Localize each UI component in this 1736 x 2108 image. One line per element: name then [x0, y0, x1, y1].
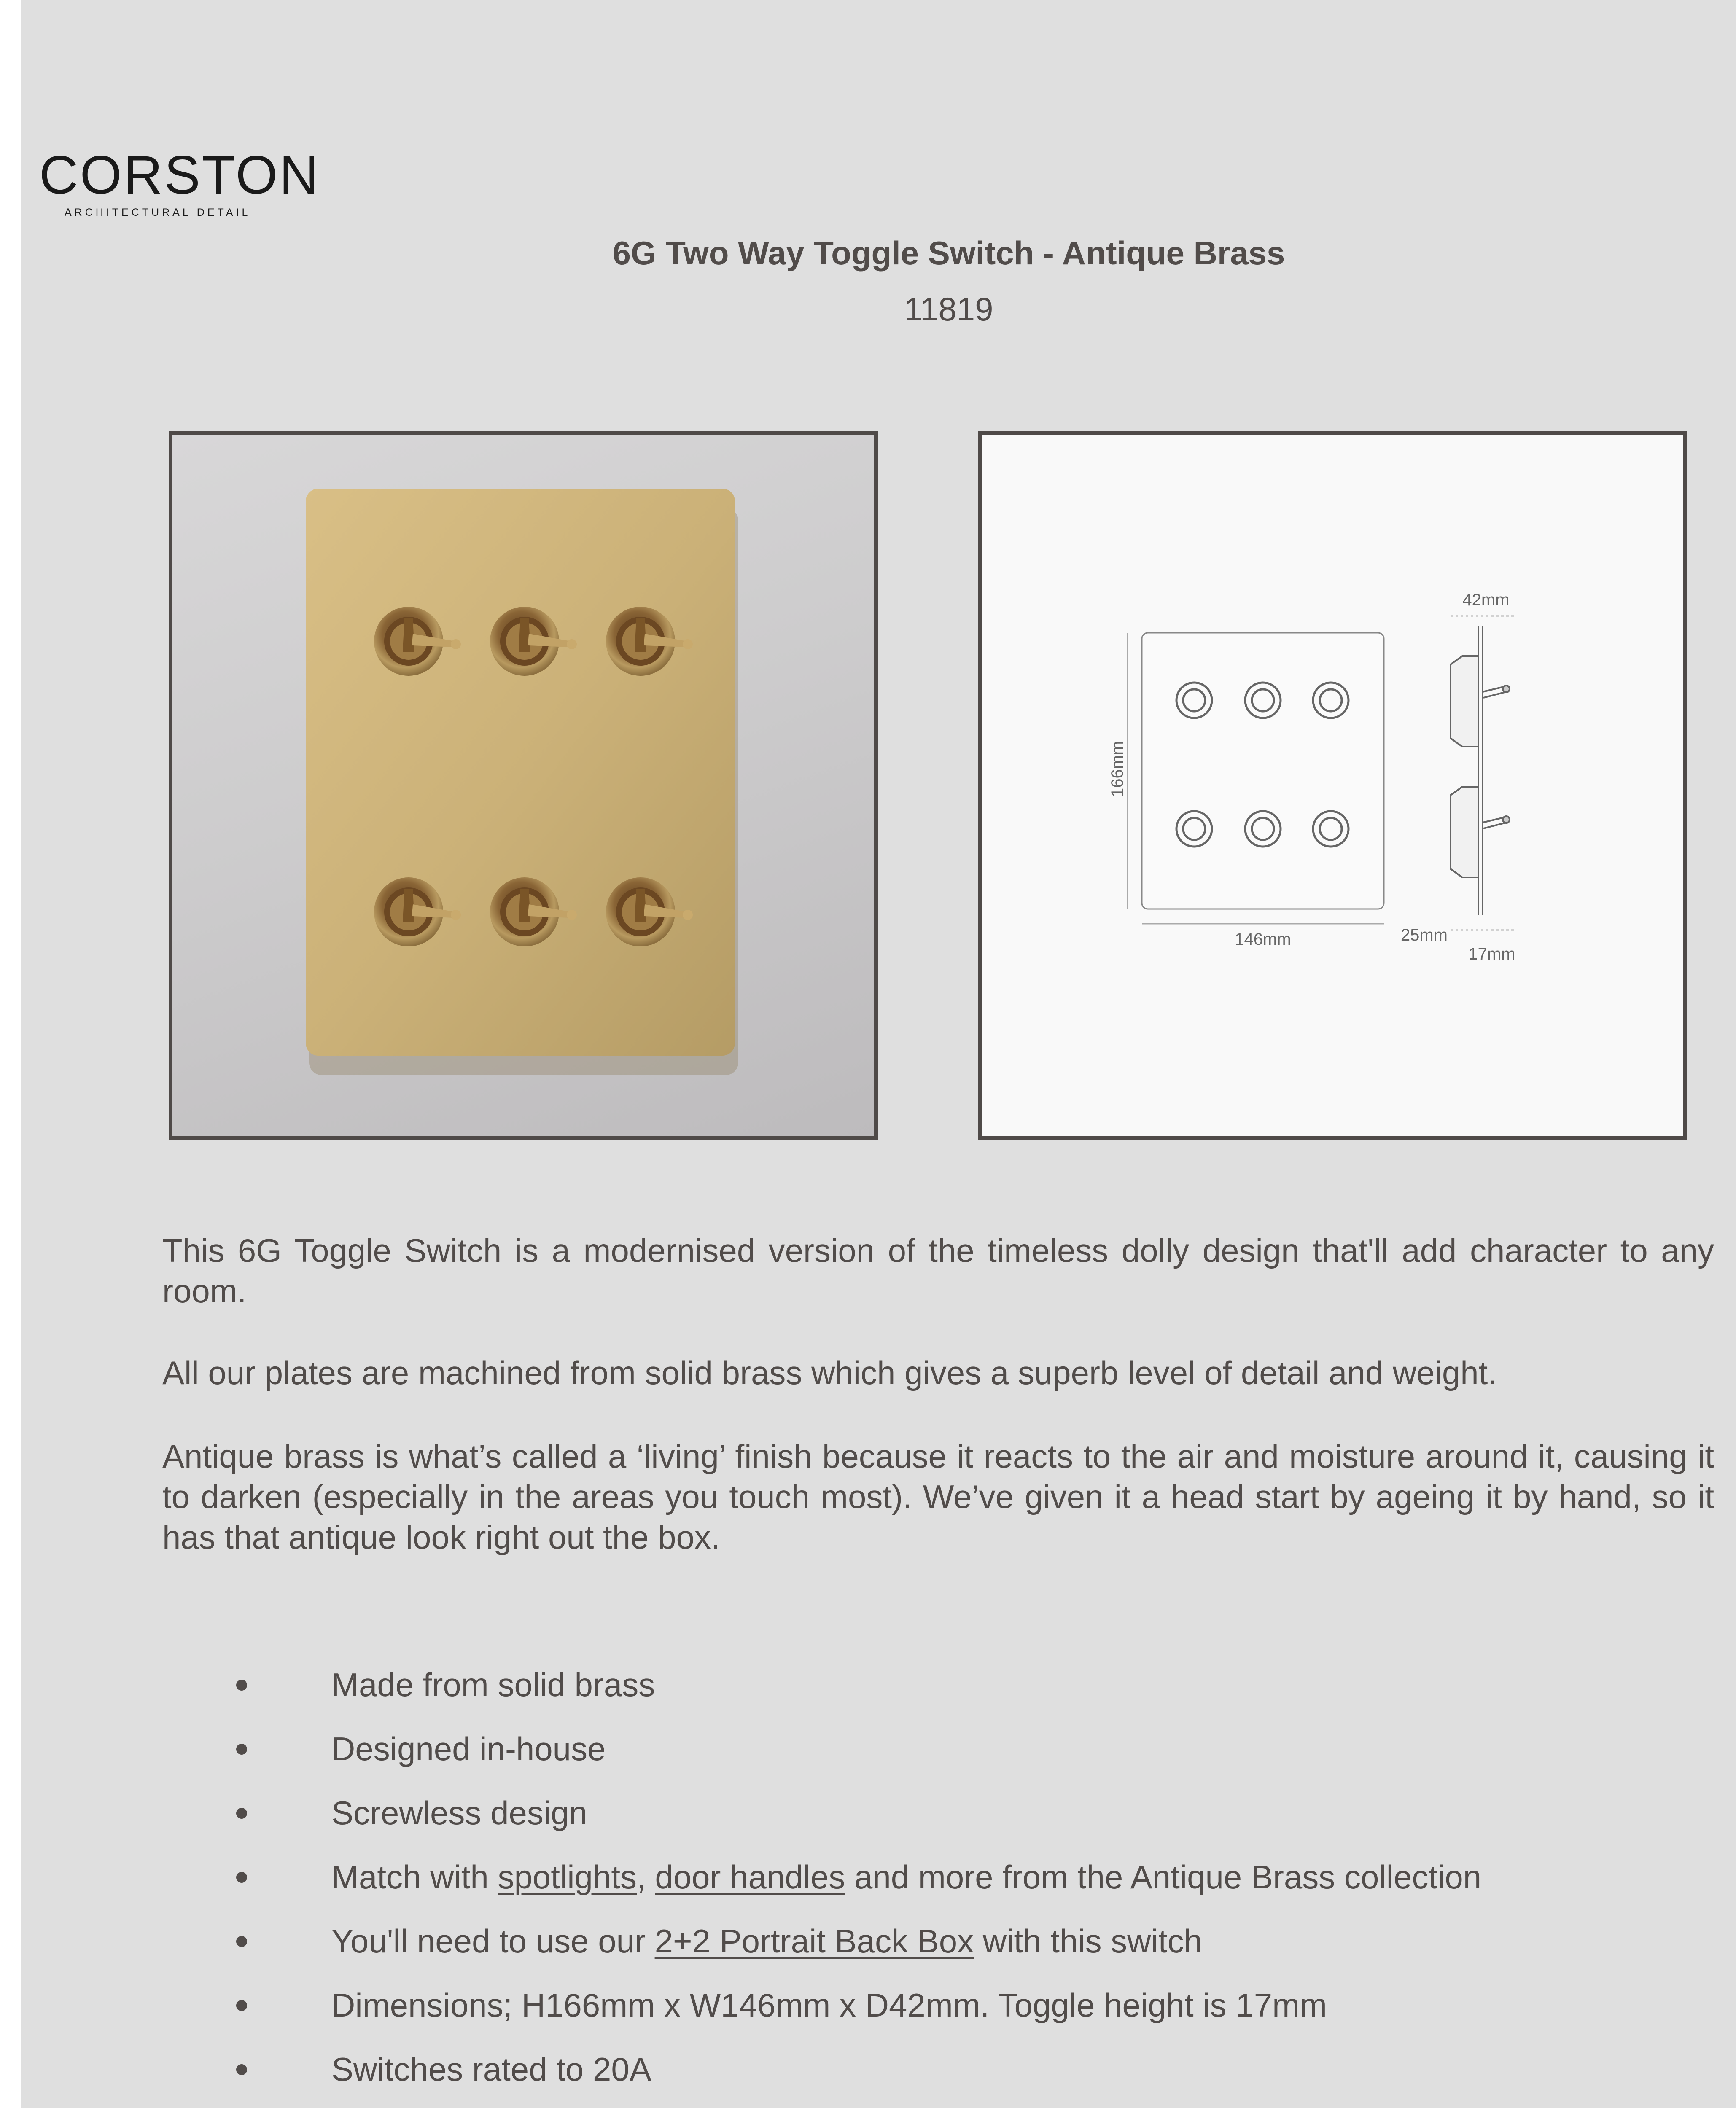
- feature-item: Made from solid brass: [236, 1664, 1712, 1729]
- feature-text: with this switch: [974, 1922, 1202, 1960]
- feature-item: Designed in-house: [236, 1729, 1712, 1793]
- feature-text: Match with: [331, 1858, 498, 1896]
- feature-list: [236, 1664, 1712, 2108]
- feature-item: Switches rated to 20A: [236, 2049, 1712, 2108]
- height-dimension: 166mm: [1108, 741, 1127, 797]
- brand-wordmark: CORSTON: [39, 145, 320, 205]
- spotlights-link[interactable]: spotlights: [498, 1858, 637, 1896]
- brand-logo: [39, 145, 320, 219]
- dimension-drawing: [982, 435, 1683, 1136]
- product-title: 6G Two Way Toggle Switch - Antique Brass: [612, 234, 1285, 272]
- product-photo: [169, 431, 878, 1140]
- width-dimension: 146mm: [1235, 930, 1291, 949]
- feature-item: Dimensions; H166mm x W146mm x D42mm. Toggle height is 17mm: [236, 1985, 1712, 2049]
- feature-text: You'll need to use our: [331, 1922, 655, 1960]
- brand-tagline: ARCHITECTURAL DETAIL: [65, 207, 251, 218]
- feature-item-backbox: [236, 1921, 1712, 1985]
- toggle-height-dimension: 17mm: [1468, 945, 1515, 963]
- feature-item: Screwless design: [236, 1793, 1712, 1857]
- feature-text: and more from the Antique Brass collection: [845, 1858, 1482, 1896]
- toggle-switch-photo: [172, 435, 874, 1136]
- technical-drawing: [978, 431, 1687, 1140]
- product-sku: 11819: [904, 290, 993, 328]
- description-material: All our plates are machined from solid brass which gives a superb level of detail and weight.: [162, 1354, 1497, 1391]
- depth-dimension: 42mm: [1462, 591, 1510, 609]
- feature-text: ,: [637, 1858, 655, 1896]
- door-handles-link[interactable]: door handles: [655, 1858, 845, 1896]
- toggle-row-top: [374, 607, 693, 676]
- back-box-link[interactable]: 2+2 Portrait Back Box: [654, 1922, 974, 1960]
- toggle-row-bottom: [374, 877, 693, 946]
- description-intro: This 6G Toggle Switch is a modernised version of the timeless dolly design that'll add character to any room.: [162, 1232, 1714, 1309]
- plate-offset-dimension: 25mm: [1400, 926, 1448, 944]
- feature-item-match: [236, 1857, 1712, 1921]
- description-finish: Antique brass is what’s called a ‘living’ finish because it reacts to the air and moisture around it, causing it to darken (especially in the areas you touch most). We’ve given it a head start by ageing it by hand, so it has that antique look right out the box.: [162, 1438, 1714, 1556]
